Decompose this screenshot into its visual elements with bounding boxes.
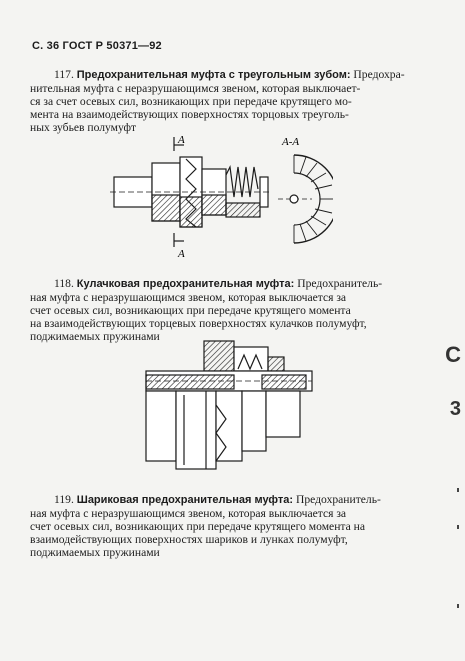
definition-line: мента на взаимодействующих поверхностях торцовых треуголь- <box>30 108 349 121</box>
definition-line: на взаимодействующих торцевых поверхностях кулачков полумуфт, <box>30 317 367 330</box>
definition-line: поджимаемых пружинами <box>30 546 160 559</box>
clause-119 <box>30 493 408 559</box>
definition-line: нительная муфта с неразрушающимся звеном, которая выключает- <box>30 82 361 95</box>
clause-118 <box>30 277 408 343</box>
definition-text: Предохранитель- <box>297 277 383 290</box>
term-title: Кулачковая предохранительная муфта: <box>76 278 295 290</box>
section-mark-bottom: A <box>178 248 185 260</box>
clause-number: 118. <box>54 277 74 290</box>
definition-line: ных зубьев полумуфт <box>30 121 137 134</box>
definition-line: ная муфта с неразрушающимся звеном, которая выключается за <box>30 291 347 304</box>
clause-119-first-line <box>30 493 408 507</box>
margin-mark-3: 3 <box>449 398 461 420</box>
definition-line: поджимаемых пружинами <box>30 330 160 343</box>
margin-dot <box>457 604 459 608</box>
margin-dot <box>457 488 459 492</box>
definition-line: счет осевых сил, возникающих при передаче крутящего момента <box>30 304 351 317</box>
clause-number: 117. <box>54 68 74 81</box>
clause-number: 119. <box>54 493 74 506</box>
clause-118-first-line <box>30 277 408 291</box>
term-title: Предохранительная муфта с треугольным зубом: <box>76 69 351 81</box>
definition-line: ся за счет осевых сил, возникающих при передаче крутящего мо- <box>30 95 352 108</box>
clause-117-first-line <box>30 68 408 82</box>
figure-triangular-tooth-coupling <box>108 135 333 260</box>
definition-text: Предохранитель- <box>296 493 381 506</box>
definition-text: Предохра- <box>353 68 405 81</box>
term-title: Шариковая предохранительная муфта: <box>76 494 294 506</box>
definition-line: счет осевых сил, возникающих при передаче крутящего момента на <box>30 520 365 533</box>
section-mark-top: A <box>178 135 185 146</box>
definition-line: ная муфта с неразрушающимся звеном, которая выключается за <box>30 507 347 520</box>
figure-cam-safety-coupling <box>142 335 314 475</box>
definition-line: взаимодействующих поверхностях шариков и лунках полумуфт, <box>30 533 348 546</box>
clause-117 <box>30 68 408 134</box>
margin-dot <box>457 525 459 529</box>
margin-mark-c: С <box>445 342 461 367</box>
page-header: С. 36 ГОСТ Р 50371—92 <box>32 40 162 52</box>
section-view-label: A-A <box>282 136 300 148</box>
